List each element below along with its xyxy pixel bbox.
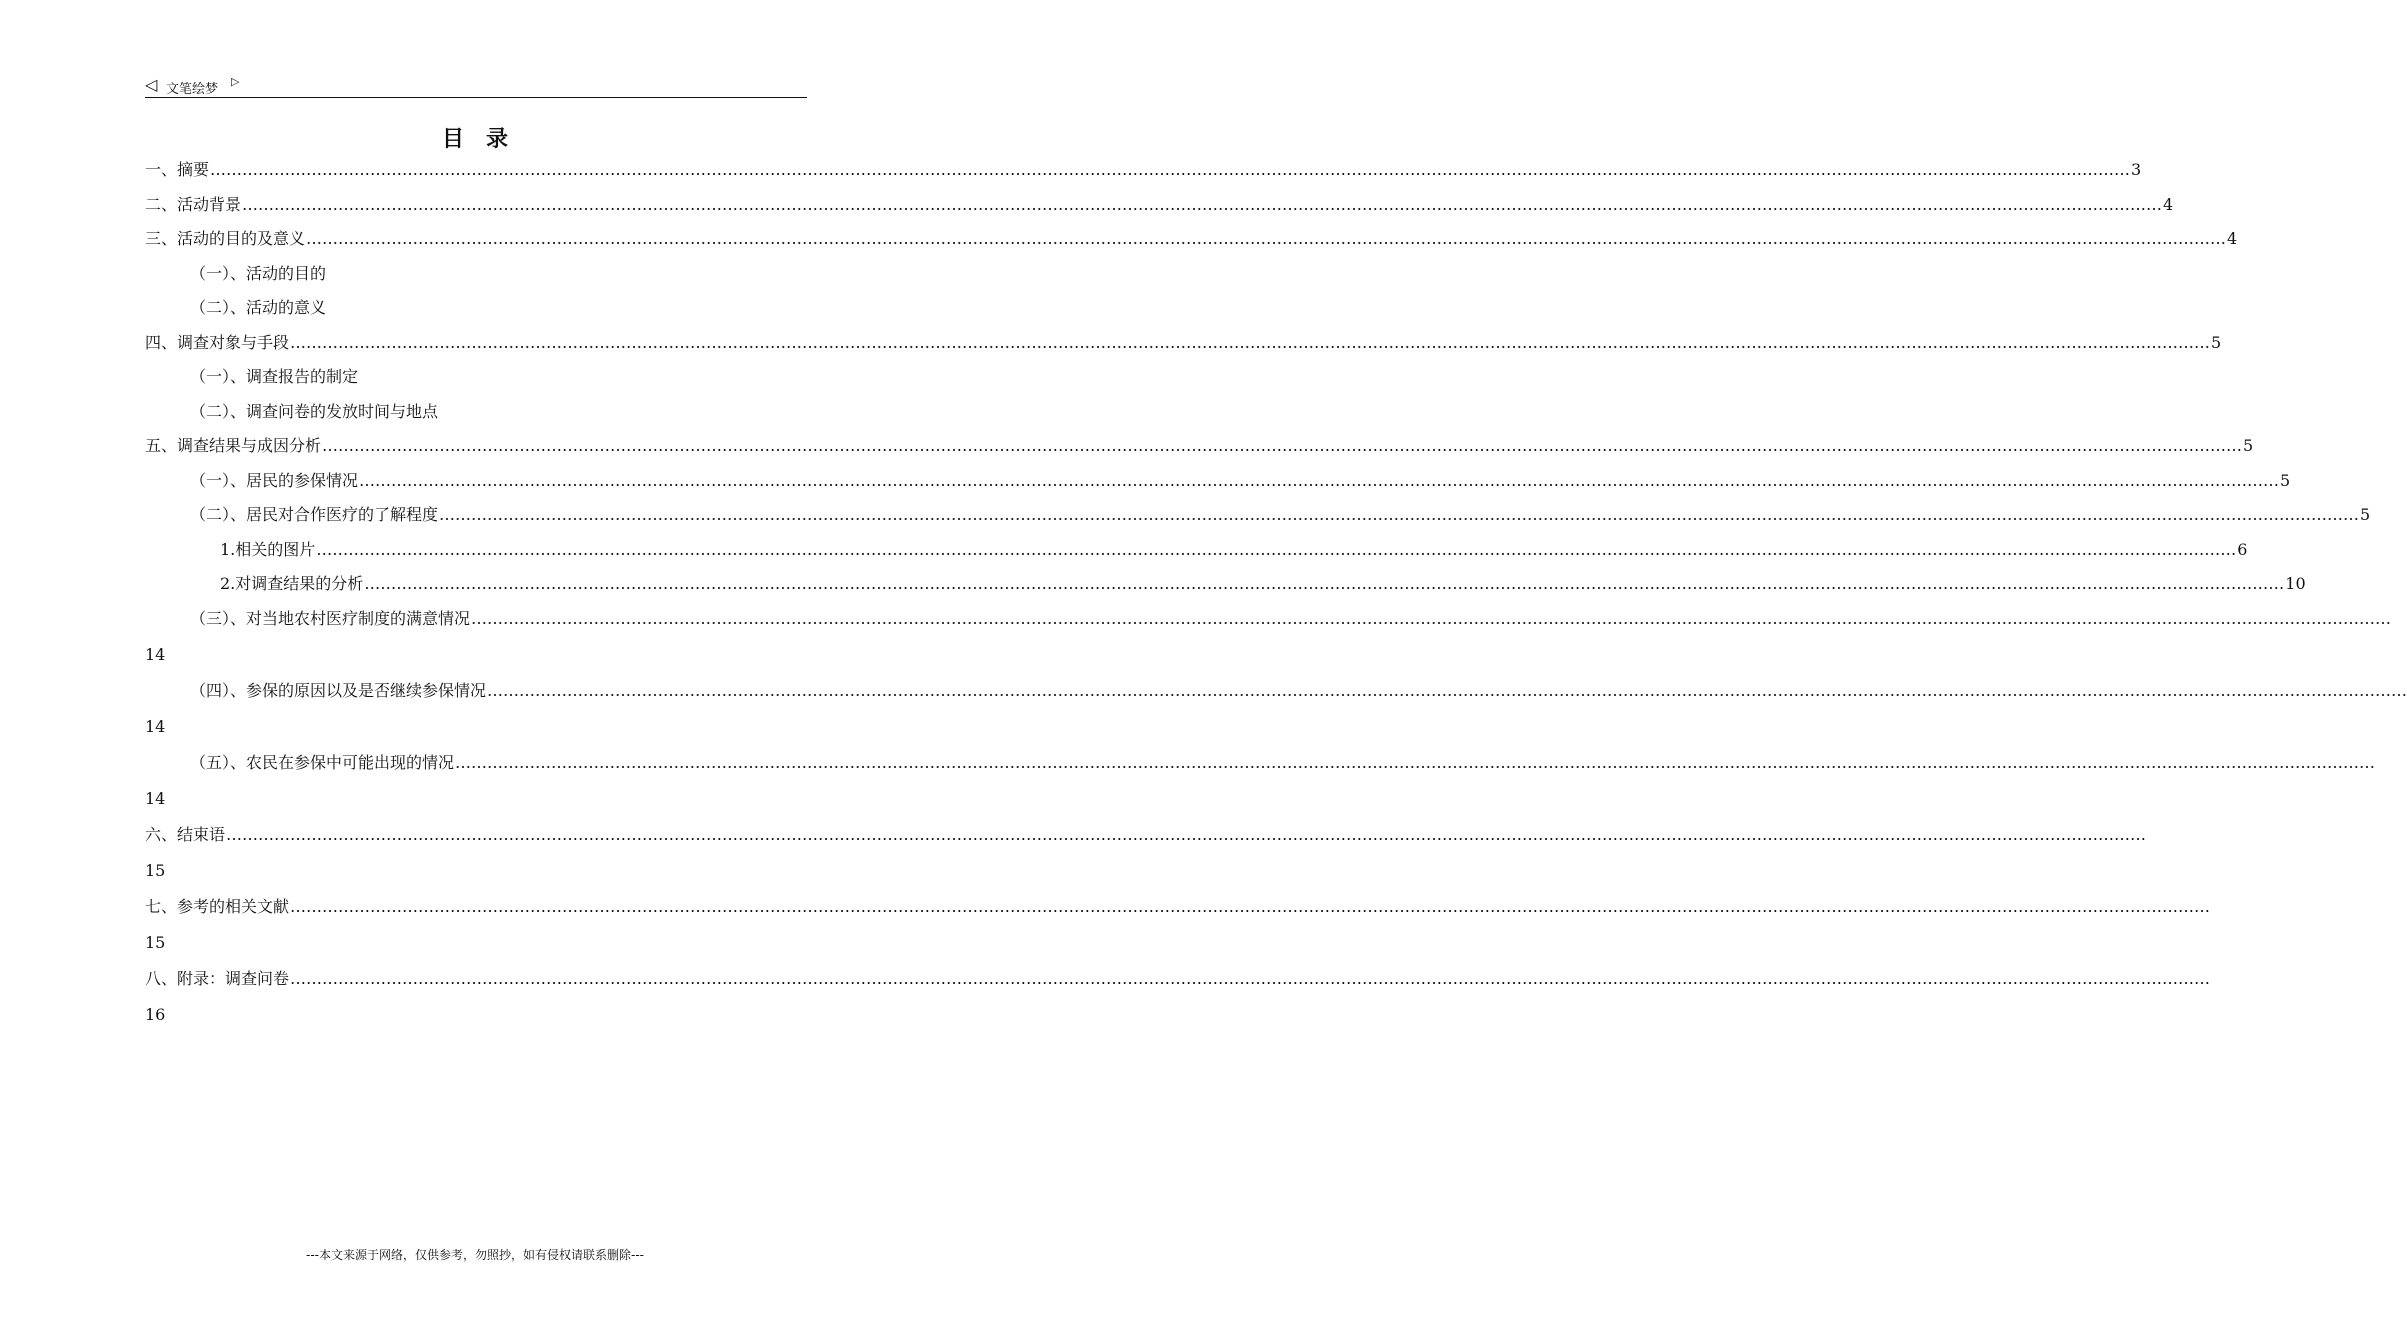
toc-entry-label: 二、活动背景 [145,194,242,214]
page-header [145,74,807,98]
toc-dot-leader: ……………………………………………………………………………………………………………………………………………………………………………………………………………………………………………………………………………………………………………………………… [439,505,2360,524]
toc-entry[interactable] [145,331,2222,355]
toc-entry-page: 5 [2243,436,2254,455]
toc-dot-leader: ……………………………………………………………………………………………………………………………………………………………………………………………………………………………………………………………………………………………………………………………… [290,968,2211,988]
toc-entry[interactable] [145,823,2147,880]
toc-title: 目录 [441,126,530,152]
toc-entry-page: 16 [145,1004,166,1024]
toc-entry[interactable] [190,365,807,389]
toc-entry[interactable] [190,469,2291,493]
toc-entry[interactable] [145,751,2376,808]
header-title: 文笔绘梦 [166,82,219,97]
toc-entry-label: 三、活动的目的及意义 [145,229,306,248]
toc-dot-leader: ……………………………………………………………………………………………………………………………………………………………………………………………………………………………………………………………………………………………………………………………… [290,332,2211,352]
toc-entry-label: 八、附录：调查问卷 [145,968,290,988]
toc-entry-page: 10 [2285,574,2306,593]
toc-entry-page: 4 [2163,194,2174,214]
toc-entry-page: 14 [145,788,166,808]
toc-dot-leader: ……………………………………………………………………………………………………………………………………………………………………………………………………………………………………………………………………………………………………………………………… [242,194,2163,214]
toc-entry-label: 七、参考的相关文献 [145,896,290,916]
toc-entry-label: （一）、居民的参保情况 [190,470,359,490]
toc-entry-label: 2.对调查结果的分析 [220,574,364,593]
toc-dot-leader: ……………………………………………………………………………………………………………………………………………………………………………………………………………………………………………………………………………………………………………………………… [290,896,2211,916]
toc-entry[interactable] [145,895,2211,952]
toc-entry[interactable] [145,967,2211,1024]
toc-dot-leader: ……………………………………………………………………………………………………………………………………………………………………………………………………………………………………………………………………………………………………………………………… [359,470,2280,490]
toc-entry[interactable] [145,193,2174,217]
toc-entry-label: （四）、参保的原因以及是否继续参保情况 [190,680,487,700]
toc-entry-page: 15 [145,860,166,880]
toc-entry-page: 14 [145,716,166,736]
right-triangle-icon: ▷ [231,75,240,88]
toc-entry-label: （五）、农民在参保中可能出现的情况 [190,752,455,772]
toc-entry-label: 六、结束语 [145,824,226,844]
toc-entry[interactable] [145,227,2238,251]
toc-dot-leader: ……………………………………………………………………………………………………………………………………………………………………………………………………………………………………………………………………………………………………………………………… [487,680,2407,700]
toc-entry-label: （二）、活动的意义 [190,298,327,317]
toc-entry-page: 5 [2280,470,2291,490]
toc-entry-page: 14 [145,644,166,664]
toc-dot-leader: ……………………………………………………………………………………………………………………………………………………………………………………………………………………………………………………………………………………………………………………………… [210,160,2131,179]
toc-entry[interactable] [190,503,2371,527]
toc-entry[interactable] [145,158,2142,182]
toc-entry-label: （三）、对当地农村医疗制度的满意情况 [190,608,471,628]
toc-entry-page: 4 [2227,229,2238,248]
toc-entry-page: 15 [145,932,166,952]
toc-entry-label: 1.相关的图片 [220,539,316,559]
toc-entry-label: （二）、调查问卷的发放时间与地点 [190,401,439,421]
toc-entry-page: 6 [2237,539,2248,559]
toc-entry[interactable] [220,538,2248,562]
toc-entry[interactable] [220,572,2306,596]
footer-disclaimer: ---本文来源于网络，仅供参考，勿照抄，如有侵权请联系删除--- [306,1248,644,1262]
toc-dot-leader: ……………………………………………………………………………………………………………………………………………………………………………………………………………………………………………………………………………………………………………………………… [322,436,2243,455]
toc-entry-page: 3 [2131,160,2142,179]
toc-entry-page: 5 [2360,505,2371,524]
left-triangle-icon: ◁ [145,75,158,94]
toc-dot-leader: ……………………………………………………………………………………………………………………………………………………………………………………………………………………………………………………………………………………………………………………………… [364,574,2285,593]
toc-entry-label: （二）、居民对合作医疗的了解程度 [190,505,439,524]
toc-dot-leader: ……………………………………………………………………………………………………………………………………………………………………………………………………………………………………………………………………………………………………………………………… [471,608,2392,628]
toc-entry-label: 四、调查对象与手段 [145,332,290,352]
toc-dot-leader: ……………………………………………………………………………………………………………………………………………………………………………………………………………………………………………………………………………………………………………………………… [226,824,2147,844]
toc-entry[interactable] [145,679,2407,736]
toc-dot-leader: ……………………………………………………………………………………………………………………………………………………………………………………………………………………………………………………………………………………………………………………………… [455,752,2376,772]
toc-entry[interactable] [145,434,2254,458]
toc-dot-leader: ……………………………………………………………………………………………………………………………………………………………………………………………………………………………………………………………………………………………………………………………… [316,539,2237,559]
toc-dot-leader: ……………………………………………………………………………………………………………………………………………………………………………………………………………………………………………………………………………………………………………………………… [306,229,2227,248]
toc-entry[interactable] [190,400,807,424]
toc-entry-page: 5 [2211,332,2222,352]
toc-entry-label: （一）、活动的目的 [190,263,327,283]
toc-entry[interactable] [190,262,807,286]
toc-entry-label: （一）、调查报告的制定 [190,367,359,386]
toc-entry[interactable] [190,296,807,320]
toc-entry-label: 一、摘要 [145,160,210,179]
toc-entry-label: 五、调查结果与成因分析 [145,436,322,455]
header-rule [145,97,807,98]
toc-entry[interactable] [145,607,2392,664]
